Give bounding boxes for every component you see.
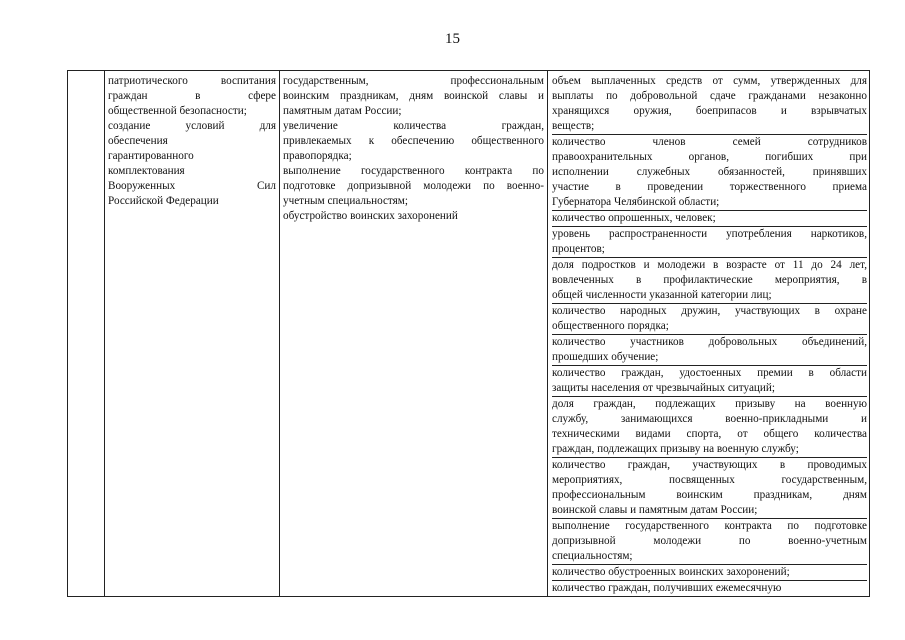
- indicator-text-line: граждан, подлежащих призыву на военную службу;: [552, 443, 799, 455]
- page-number: 15: [445, 31, 460, 47]
- task-text-line: памятным датам России;: [283, 105, 402, 117]
- indicators-cell: [548, 71, 870, 597]
- indicator-text-line: защиты населения от чрезвычайных ситуаций;: [552, 382, 775, 394]
- indicator-text-line: количество членов семей сотрудников: [552, 136, 867, 148]
- indicator-text-line: прошедших обучение;: [552, 351, 659, 363]
- task-text-line: увеличение количества граждан,: [283, 120, 544, 132]
- indicator-text-line: объем выплаченных средств от сумм, утвержденных для: [552, 75, 867, 87]
- task-text-line: подготовке допризывной молодежи по военно-: [283, 180, 544, 192]
- task-text-line: выполнение государственного контракта по: [283, 165, 544, 177]
- indicator-text-line: количество опрошенных, человек;: [552, 212, 716, 224]
- indicator-item: [552, 580, 867, 596]
- indicator-item: [552, 210, 867, 226]
- indicator-text-line: специальностям;: [552, 550, 633, 562]
- indicator-item: [552, 518, 867, 564]
- goal-text-line: обеспечения: [108, 135, 168, 147]
- goal-text-line: Вооруженных Сил: [108, 180, 276, 192]
- indicator-text-line: правоохранительных органов, погибших при: [552, 151, 867, 163]
- indicator-text-line: профессиональным воинским праздникам, дням: [552, 489, 867, 501]
- indicator-text-line: веществ;: [552, 120, 595, 132]
- tasks-cell: [280, 71, 548, 597]
- goal-text-line: Российской Федерации: [108, 195, 219, 207]
- indicator-text-line: количество граждан, участвующих в проводимых: [552, 459, 867, 471]
- indicator-text-line: допризывной молодежи по военно-учетным: [552, 535, 867, 547]
- indicator-item: [552, 396, 867, 457]
- indicator-text-line: техническими видами спорта, от общего количества: [552, 428, 867, 440]
- indicator-text-line: выполнение государственного контракта по подготовке: [552, 520, 867, 532]
- goal-text-line: патриотического воспитания: [108, 75, 276, 87]
- goal-text-line: гарантированного: [108, 150, 194, 162]
- indicator-text-line: вовлеченных в профилактические мероприятия, в: [552, 274, 867, 286]
- program-table: [67, 70, 870, 597]
- indicator-item: [552, 134, 867, 210]
- indicator-item: [552, 226, 867, 257]
- indicator-text-line: мероприятиях, посвященных государственным,: [552, 474, 867, 486]
- indicator-text-line: количество народных дружин, участвующих в охране: [552, 305, 867, 317]
- indicator-text-line: исполнении служебных обязанностей, принявших: [552, 166, 867, 178]
- indicator-text-line: выплаты по добровольной сдаче гражданами незаконно: [552, 90, 867, 102]
- indicator-item: [552, 303, 867, 334]
- indicator-text-line: участие в проведении торжественного приема: [552, 181, 867, 193]
- goal-text-line: комплектования: [108, 165, 185, 177]
- task-text-line: государственным, профессиональным: [283, 75, 544, 87]
- indicator-text-line: общей численности указанной категории лиц;: [552, 289, 772, 301]
- task-text-line: обустройство воинских захоронений: [283, 210, 458, 222]
- indicator-item: [552, 564, 867, 580]
- indicator-text-line: количество обустроенных воинских захоронений;: [552, 566, 790, 578]
- task-text-line: правопорядка;: [283, 150, 352, 162]
- indicator-item: [552, 457, 867, 518]
- task-text-line: учетным специальностям;: [283, 195, 408, 207]
- indicator-text-line: общественного порядка;: [552, 320, 669, 332]
- task-text-line: привлекаемых к обеспечению общественного: [283, 135, 544, 147]
- indicator-text-line: количество граждан, получивших ежемесячную: [552, 582, 782, 594]
- indicator-text-line: уровень распространенности употребления наркотиков,: [552, 228, 867, 240]
- indicator-text-line: количество участников добровольных объединений,: [552, 336, 867, 348]
- goal-text-line: граждан в сфере: [108, 90, 276, 102]
- goal-text-line: общественной безопасности;: [108, 105, 247, 117]
- indicator-text-line: доля граждан, подлежащих призыву на военную: [552, 398, 867, 410]
- goal-text-line: создание условий для: [108, 120, 276, 132]
- indicator-text-line: Губернатора Челябинской области;: [552, 196, 720, 208]
- indicator-text-line: воинской славы и памятным датам России;: [552, 504, 758, 516]
- table-row: [68, 71, 870, 597]
- indicator-text-line: службу, занимающихся военно-прикладными и: [552, 413, 867, 425]
- goals-cell: [105, 71, 280, 597]
- indicator-item: [552, 74, 867, 134]
- indicator-text-line: количество граждан, удостоенных премии в области: [552, 367, 867, 379]
- indicator-text-line: хранящихся оружия, боеприпасов и взрывчатых: [552, 105, 867, 117]
- number-cell: [68, 71, 105, 597]
- indicator-item: [552, 334, 867, 365]
- indicator-item: [552, 365, 867, 396]
- indicator-item: [552, 257, 867, 303]
- indicator-text-line: доля подростков и молодежи в возрасте от 11 до 24 лет,: [552, 259, 867, 271]
- indicator-text-line: процентов;: [552, 243, 605, 255]
- task-text-line: воинским праздникам, дням воинской славы и: [283, 90, 544, 102]
